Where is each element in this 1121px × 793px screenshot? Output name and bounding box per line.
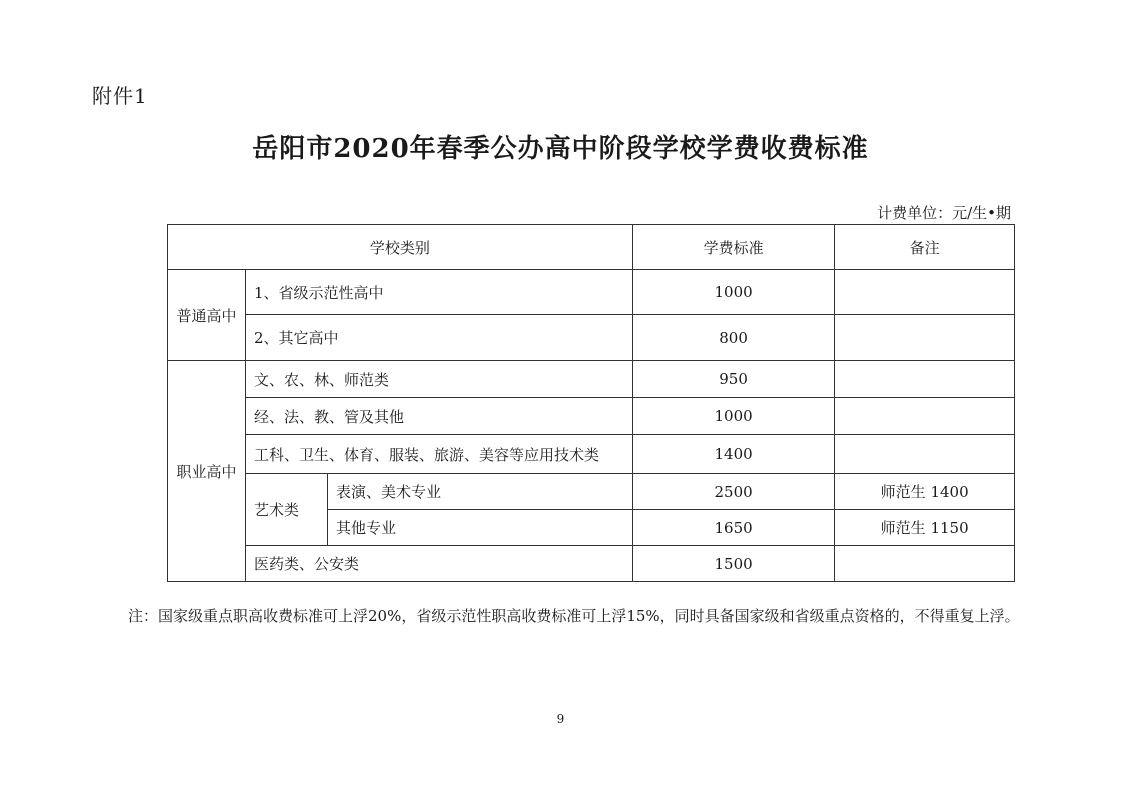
row-fee: 1000 (632, 398, 834, 435)
attachment-label: 附件1 (92, 84, 148, 108)
row-fee: 1000 (632, 270, 834, 315)
row-remark (835, 361, 1015, 398)
row-fee: 1400 (632, 435, 834, 474)
row-fee: 800 (632, 315, 834, 361)
row-fee: 950 (632, 361, 834, 398)
table-row (168, 474, 1015, 510)
page-title: 岳阳市2020年春季公办高中阶段学校学费收费标准 (252, 134, 869, 164)
header-fee: 学费标准 (632, 225, 834, 270)
row-remark (835, 435, 1015, 474)
row-name: 经、法、教、管及其他 (245, 398, 632, 435)
table-row (168, 435, 1015, 474)
fee-standard-table (167, 224, 1015, 582)
row-remark: 师范生 1150 (835, 510, 1015, 546)
row-name: 文、农、林、师范类 (245, 361, 632, 398)
table-row (168, 546, 1015, 582)
row-remark (835, 315, 1015, 361)
table-row (168, 270, 1015, 315)
row-name: 2、其它高中 (245, 315, 632, 361)
group-vocational-high-school: 职业高中 (168, 361, 246, 582)
row-remark (835, 546, 1015, 582)
group-general-high-school: 普通高中 (168, 270, 246, 361)
table-row (168, 315, 1015, 361)
footnote: 注：国家级重点职高收费标准可上浮20%，省级示范性职高收费标准可上浮15%，同时具备国家级和省级重点资格的，不得重复上浮。 (128, 607, 1020, 625)
header-category: 学校类别 (168, 225, 633, 270)
row-name: 其他专业 (327, 510, 632, 546)
row-fee: 2500 (632, 474, 834, 510)
row-name: 1、省级示范性高中 (245, 270, 632, 315)
row-fee: 1650 (632, 510, 834, 546)
table-row (168, 361, 1015, 398)
table-row (168, 398, 1015, 435)
subgroup-arts: 艺术类 (245, 474, 327, 546)
row-remark (835, 270, 1015, 315)
row-name: 表演、美术专业 (327, 474, 632, 510)
row-remark (835, 398, 1015, 435)
row-name: 医药类、公安类 (245, 546, 632, 582)
row-name: 工科、卫生、体育、服装、旅游、美容等应用技术类 (245, 435, 632, 474)
row-remark: 师范生 1400 (835, 474, 1015, 510)
page-number: 9 (556, 712, 565, 726)
table-header-row (168, 225, 1015, 270)
fee-unit-label: 计费单位：元/生•期 (877, 204, 1011, 222)
row-fee: 1500 (632, 546, 834, 582)
header-remark: 备注 (835, 225, 1015, 270)
